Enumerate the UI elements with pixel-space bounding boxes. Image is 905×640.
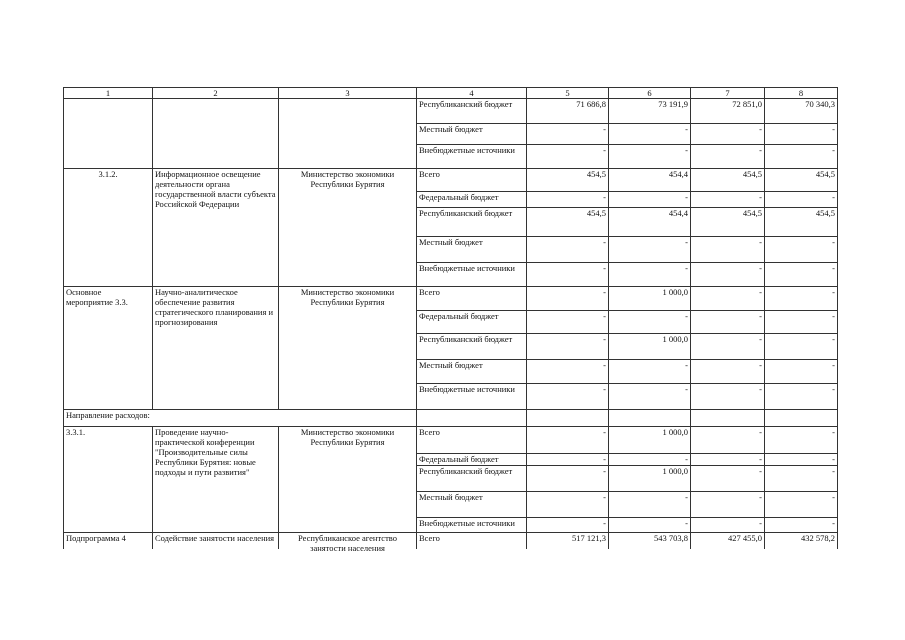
value-cell: 454,5 [527,169,609,192]
value-cell: - [691,518,765,533]
header-cell: 7 [691,88,765,99]
value-cell: - [765,311,838,334]
value-cell: - [691,124,765,145]
value-cell: 73 191,9 [609,99,691,124]
item-code: Подпрограмма 4 [66,533,126,543]
cont-code-cell [64,99,153,169]
value-cell: - [765,237,838,263]
value-cell: - [527,454,609,466]
value-cell: - [609,454,691,466]
value-cell: 1 000,0 [609,466,691,492]
value-cell: - [527,145,609,169]
item-name: Научно-аналитическое обеспечение развития стратегического планирования и прогнозирования [153,287,279,410]
empty-cell [527,410,609,427]
source-cell: Внебюджетные источники [417,263,527,287]
item-name: Содействие занятости населения [155,533,275,543]
value-cell: 454,4 [609,208,691,237]
header-row [64,88,838,99]
value-cell: - [765,518,838,533]
value-cell: - [691,427,765,454]
value-cell: 71 686,8 [527,99,609,124]
source-cell: Местный бюджет [417,360,527,384]
value-cell: - [691,263,765,287]
value-cell: 70 340,3 [765,99,838,124]
header-cell: 1 [64,88,153,99]
source-cell: Местный бюджет [417,492,527,518]
table-row [64,533,838,549]
value-cell: - [527,492,609,518]
item-name: Информационное освещение деятельности органа государственной власти субъекта Российской Федерации [153,169,279,287]
value-cell: 517 121,3 [527,533,609,549]
item-code: Основное мероприятие 3.3. [64,287,153,410]
cont-org-cell [279,99,417,169]
value-cell: - [609,384,691,410]
value-cell: - [527,287,609,311]
source-cell: Федеральный бюджет [417,192,527,208]
source-cell: Республиканский бюджет [417,334,527,360]
responsible-org: Республиканское агентство занятости населения [298,533,397,553]
source-cell: Внебюджетные источники [417,145,527,169]
value-cell: - [527,384,609,410]
value-cell: - [691,145,765,169]
item-code: 3.1.2. [64,169,153,287]
value-cell: - [609,192,691,208]
value-cell: 432 578,2 [765,533,838,549]
source-cell: Местный бюджет [417,237,527,263]
value-cell: - [609,311,691,334]
table-row [64,287,838,311]
item-name-cell [153,533,279,549]
value-cell: 454,5 [527,208,609,237]
value-cell: - [609,518,691,533]
value-cell: - [765,145,838,169]
value-cell: - [691,454,765,466]
value-cell: - [691,237,765,263]
value-cell: - [527,518,609,533]
value-cell: - [527,427,609,454]
value-cell: - [765,287,838,311]
value-cell: 543 703,8 [609,533,691,549]
value-cell: 1 000,0 [609,334,691,360]
value-cell: - [527,466,609,492]
value-cell: - [609,145,691,169]
value-cell: - [609,237,691,263]
header-cell: 2 [153,88,279,99]
table-row [64,427,838,454]
value-cell: 454,4 [609,169,691,192]
source-cell: Республиканский бюджет [417,99,527,124]
source-cell: Республиканский бюджет [417,466,527,492]
value-cell: 454,5 [765,208,838,237]
value-cell: - [609,263,691,287]
value-cell: - [609,492,691,518]
source-cell: Всего [417,533,527,549]
value-cell: 454,5 [691,169,765,192]
value-cell: - [527,192,609,208]
direction-label: Направление расходов: [64,410,417,427]
value-cell: - [691,287,765,311]
source-cell: Всего [417,427,527,454]
value-cell: - [765,334,838,360]
value-cell: - [609,124,691,145]
value-cell: - [691,192,765,208]
table-row [64,99,838,124]
empty-cell [417,410,527,427]
value-cell: - [691,384,765,410]
direction-row [64,410,838,427]
value-cell: 1 000,0 [609,427,691,454]
responsible-org: Министерство экономики Республики Бурятия [279,427,417,533]
value-cell: - [765,454,838,466]
budget-table [63,87,838,553]
source-cell: Федеральный бюджет [417,311,527,334]
source-cell: Федеральный бюджет [417,454,527,466]
value-cell: - [691,360,765,384]
source-cell: Всего [417,287,527,311]
item-code-cell [64,533,153,549]
value-cell: - [765,427,838,454]
item-code: 3.3.1. [64,427,153,533]
value-cell: 454,5 [765,169,838,192]
header-cell: 3 [279,88,417,99]
value-cell: - [527,124,609,145]
value-cell: - [527,360,609,384]
source-cell: Всего [417,169,527,192]
header-cell: 6 [609,88,691,99]
header-cell: 8 [765,88,838,99]
source-cell: Внебюджетные источники [417,384,527,410]
value-cell: - [609,360,691,384]
value-cell: - [765,466,838,492]
source-cell: Республиканский бюджет [417,208,527,237]
value-cell: - [765,192,838,208]
item-name: Проведение научно-практической конференции "Производительные силы Республики Бурятия: новые подходы и пути развития" [153,427,279,533]
value-cell: - [765,360,838,384]
table-row [64,169,838,192]
empty-cell [765,410,838,427]
value-cell: 72 851,0 [691,99,765,124]
value-cell: - [765,124,838,145]
responsible-org-cell [279,533,417,553]
value-cell: - [765,384,838,410]
responsible-org: Министерство экономики Республики Бурятия [279,169,417,287]
empty-cell [691,410,765,427]
value-cell: 454,5 [691,208,765,237]
value-cell: - [765,263,838,287]
source-cell: Местный бюджет [417,124,527,145]
value-cell: - [691,311,765,334]
value-cell: - [691,492,765,518]
value-cell: - [527,263,609,287]
header-cell: 5 [527,88,609,99]
cont-name-cell [153,99,279,169]
value-cell: - [527,334,609,360]
empty-cell [609,410,691,427]
value-cell: - [765,492,838,518]
header-cell: 4 [417,88,527,99]
source-label: Внебюджетные источники [419,518,515,528]
value-cell: 427 455,0 [691,533,765,549]
value-cell: 1 000,0 [609,287,691,311]
value-cell: - [527,237,609,263]
source-cell [417,518,527,533]
value-cell: - [527,311,609,334]
value-cell: - [691,466,765,492]
value-cell: - [691,334,765,360]
responsible-org: Министерство экономики Республики Бурятия [279,287,417,410]
